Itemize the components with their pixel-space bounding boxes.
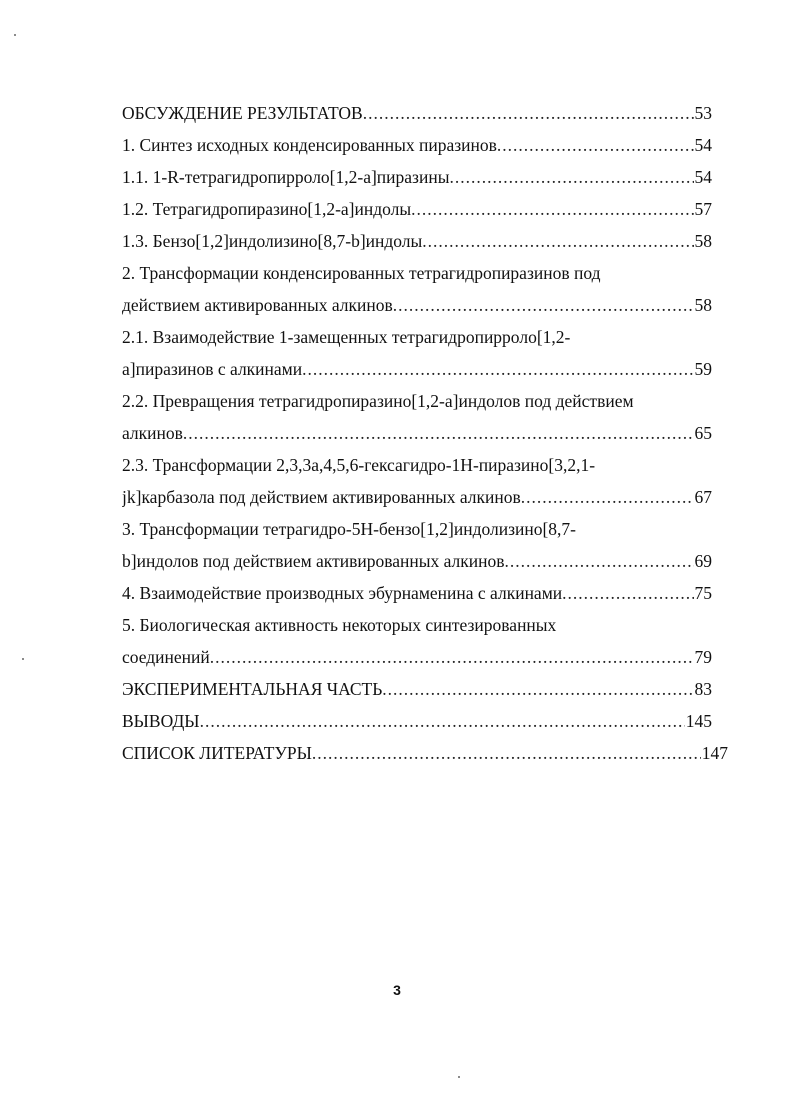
- toc-entry: [122, 289, 712, 321]
- toc-entry-page: 83: [694, 679, 712, 699]
- toc-entry-first-line: 2.3. Трансформации 2,3,3а,4,5,6-гексагидро-1H-пиразино[3,2,1-: [122, 455, 596, 475]
- toc-entry-label: 1. Синтез исходных конденсированных пиразинов: [122, 135, 497, 155]
- toc-entry-page: 69: [694, 551, 712, 571]
- toc-entry-label: 1.3. Бензо[1,2]индолизино[8,7-b]индолы: [122, 231, 423, 251]
- toc-leader-dots: [382, 673, 693, 705]
- toc-entry-page: 59: [694, 359, 712, 379]
- toc-leader-dots: [393, 289, 694, 321]
- toc-entry: [122, 737, 728, 769]
- toc-entry: [122, 417, 712, 449]
- toc-entry-label: 1.1. 1-R-тетрагидропирроло[1,2-a]пиразины: [122, 167, 450, 187]
- toc-entry: [122, 641, 712, 673]
- toc-leader-dots: [497, 129, 694, 161]
- toc-entry-label: СПИСОК ЛИТЕРАТУРЫ: [122, 743, 312, 763]
- toc-leader-dots: [562, 577, 693, 609]
- toc-entry: [122, 97, 712, 129]
- toc-entry-label: ЭКСПЕРИМЕНТАЛЬНАЯ ЧАСТЬ: [122, 679, 383, 699]
- toc-entry-page: 147: [701, 743, 728, 763]
- toc-leader-dots: [183, 417, 694, 449]
- toc-entry-label: действием активированных алкинов: [122, 295, 393, 315]
- toc-leader-dots: [505, 545, 694, 577]
- toc-entry: [122, 577, 712, 609]
- toc-leader-dots: [200, 705, 685, 737]
- toc-entry-first-line: 2.1. Взаимодействие 1-замещенных тетрагидропирроло[1,2-: [122, 327, 571, 347]
- toc-leader-dots: [363, 97, 694, 129]
- toc-entry-first-line: 2.2. Превращения тетрагидропиразино[1,2-a]индолов под действием: [122, 391, 634, 411]
- toc-entry-page: 57: [694, 199, 712, 219]
- toc-entry-page: 145: [685, 711, 712, 731]
- toc-entry: [122, 353, 712, 385]
- toc-entry-page: 53: [694, 103, 712, 123]
- toc-entry-first-line: 3. Трансформации тетрагидро-5H-бензо[1,2]индолизино[8,7-: [122, 519, 577, 539]
- toc-entry-first-line: 5. Биологическая активность некоторых синтезированных: [122, 615, 557, 635]
- toc-entry-label: алкинов: [122, 423, 183, 443]
- toc-entry-page: 65: [694, 423, 712, 443]
- scan-speck: [14, 34, 16, 36]
- page-number: 3: [393, 982, 401, 998]
- toc-leader-dots: [312, 737, 701, 769]
- toc-entry: [122, 705, 712, 737]
- toc-entry: [122, 673, 712, 705]
- toc-entry-page: 75: [694, 583, 712, 603]
- toc-entry-page: 58: [694, 231, 712, 251]
- toc-leader-dots: [422, 225, 693, 257]
- toc-entry-label: 1.2. Тетрагидропиразино[1,2-a]индолы: [122, 199, 412, 219]
- scan-speck: [458, 1076, 460, 1078]
- toc-entry-page: 79: [694, 647, 712, 667]
- toc-entry-page: 67: [694, 487, 712, 507]
- toc-entry-label: b]индолов под действием активированных алкинов: [122, 551, 505, 571]
- toc-entry-first-line: 2. Трансформации конденсированных тетрагидропиразинов под: [122, 263, 601, 283]
- toc-leader-dots: [210, 641, 694, 673]
- toc-leader-dots: [302, 353, 693, 385]
- toc-entry-label: ВЫВОДЫ: [122, 711, 200, 731]
- toc-entry: [122, 225, 712, 257]
- toc-entry: [122, 161, 712, 193]
- toc-entry: [122, 481, 712, 513]
- toc-entry: [122, 545, 712, 577]
- toc-entry-label: jk]карбазола под действием активированных алкинов: [122, 487, 521, 507]
- scan-speck: [22, 658, 24, 660]
- toc-entry-page: 54: [694, 167, 712, 187]
- toc-entry-label: a]пиразинов с алкинами: [122, 359, 303, 379]
- toc-entry-label: 4. Взаимодействие производных эбурнаменина с алкинами: [122, 583, 563, 603]
- toc-entry-label: соединений: [122, 647, 210, 667]
- toc-entry-page: 54: [694, 135, 712, 155]
- toc-entry-page: 58: [694, 295, 712, 315]
- toc-entry-label: ОБСУЖДЕНИЕ РЕЗУЛЬТАТОВ: [122, 103, 363, 123]
- toc-leader-dots: [521, 481, 694, 513]
- toc-leader-dots: [411, 193, 693, 225]
- table-of-contents: [122, 97, 728, 769]
- toc-leader-dots: [449, 161, 693, 193]
- toc-entry: [122, 193, 712, 225]
- toc-entry: [122, 129, 712, 161]
